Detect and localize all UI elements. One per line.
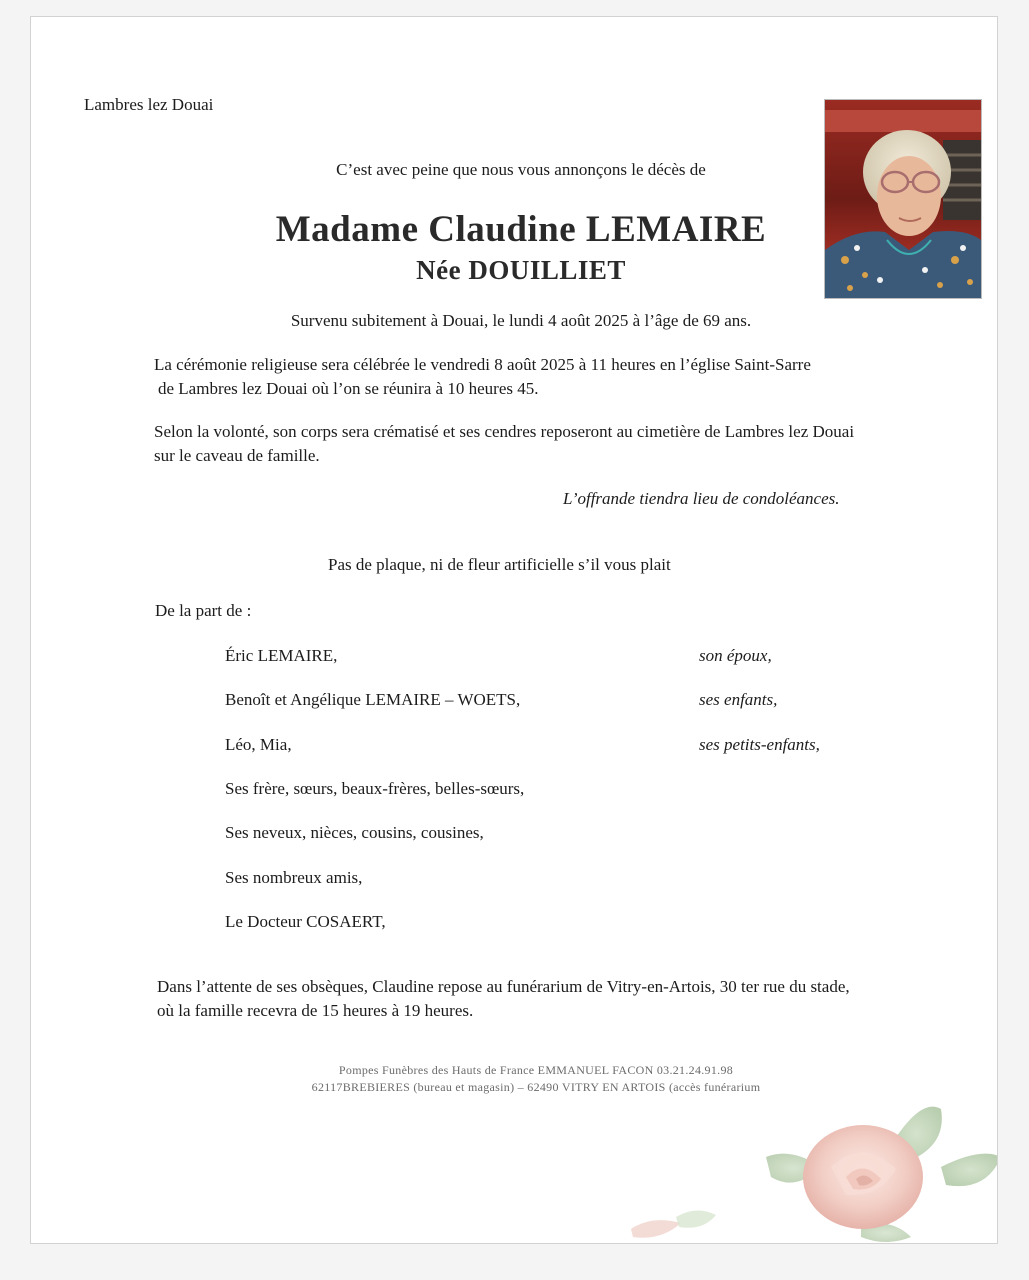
family-relation: ses petits-enfants, <box>699 735 820 754</box>
no-flowers-text: Pas de plaque, ni de fleur artificielle s’il vous plait <box>328 555 671 574</box>
rose-icon <box>591 1097 998 1244</box>
deceased-name: Madame Claudine LEMAIRE <box>275 209 767 250</box>
cremation-line-1: Selon la volonté, son corps sera crématisé et ses cendres reposeront au cimetière de Lambres lez Douai <box>154 422 855 441</box>
offering-text: L’offrande tiendra lieu de condoléances. <box>563 489 840 508</box>
location-text: Lambres lez Douai <box>84 95 214 114</box>
ceremony-line-1: La cérémonie religieuse sera célébrée le vendredi 8 août 2025 à 11 heures en l’église Saint-Sarre <box>154 355 811 374</box>
family-member-name: Ses neveux, nièces, cousins, cousines, <box>225 823 484 842</box>
family-member-name: Léo, Mia, <box>225 735 292 754</box>
family-member-name: Ses frère, sœurs, beaux-frères, belles-sœurs, <box>225 779 525 798</box>
passing-text: Survenu subitement à Douai, le lundi 4 août 2025 à l’âge de 69 ans. <box>290 311 752 330</box>
family-relation: ses enfants, <box>699 690 778 709</box>
from-label: De la part de : <box>155 601 252 620</box>
ceremony-line-2: de Lambres lez Douai où l’on se réunira à 10 heures 45. <box>158 379 539 398</box>
family-member-name: Benoît et Angélique LEMAIRE – WOETS, <box>225 690 521 709</box>
closing-line-2: où la famille recevra de 15 heures à 19 heures. <box>157 1001 474 1020</box>
family-member-name: Ses nombreux amis, <box>225 868 363 887</box>
obituary-page <box>30 16 998 1244</box>
intro-text: C’est avec peine que nous vous annonçons le décès de <box>336 160 706 179</box>
footer-line-2: 62117BREBIERES (bureau et magasin) – 62490 VITRY EN ARTOIS (accès funérarium <box>311 1080 761 1094</box>
family-member-name: Le Docteur COSAERT, <box>225 912 386 931</box>
family-member-name: Éric LEMAIRE, <box>225 646 338 665</box>
footer-line-1: Pompes Funèbres des Hauts de France EMMANUEL FACON 03.21.24.91.98 <box>338 1063 734 1077</box>
birth-name: Née DOUILLIET <box>416 255 626 285</box>
cremation-line-2: sur le caveau de famille. <box>154 446 320 465</box>
closing-line-1: Dans l’attente de ses obsèques, Claudine repose au funérarium de Vitry-en-Artois, 30 ter rue du stade, <box>157 977 850 996</box>
family-relation: son époux, <box>699 646 772 665</box>
